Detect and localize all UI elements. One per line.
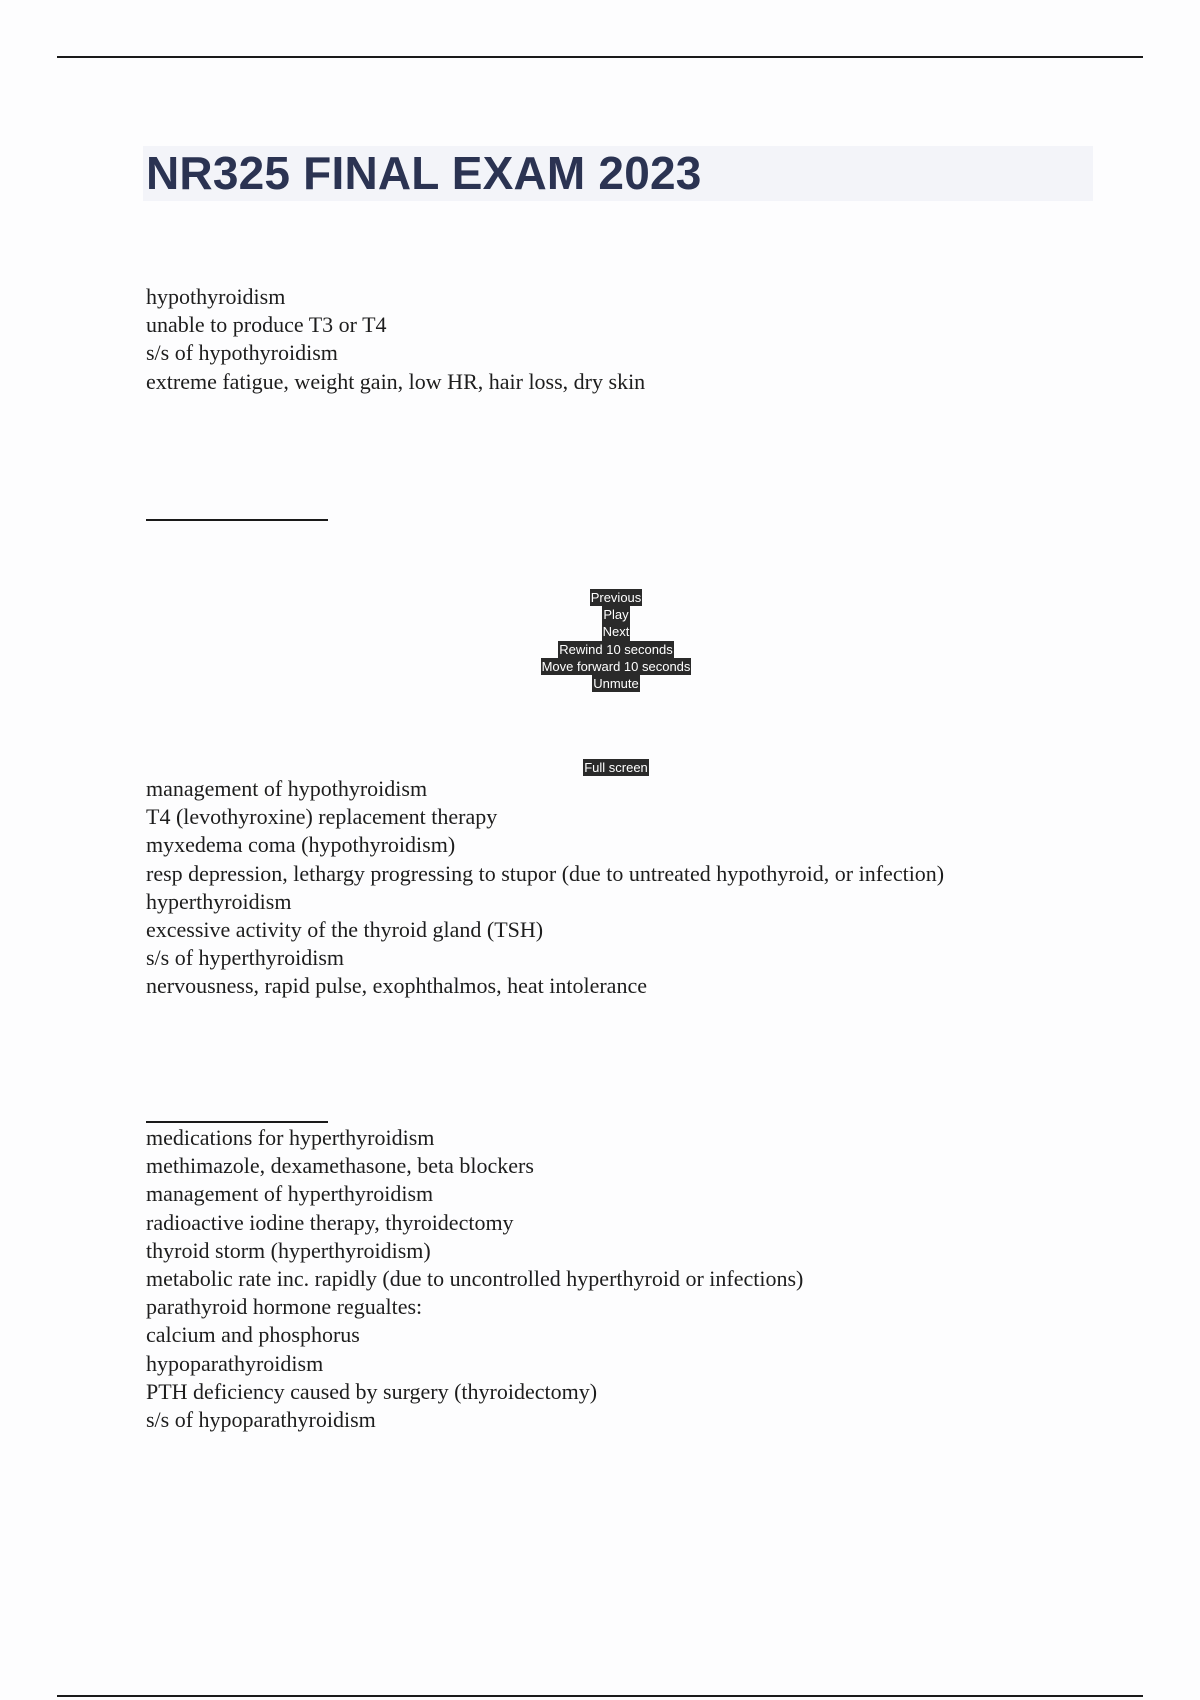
unmute-button[interactable]: Unmute	[593, 675, 639, 691]
next-button[interactable]: Next	[602, 624, 630, 640]
note-line: thyroid storm (hyperthyroidism)	[146, 1237, 431, 1263]
note-line: metabolic rate inc. rapidly (due to uncontrolled hyperthyroid or infections)	[146, 1266, 804, 1292]
note-line: hyperthyroidism	[146, 888, 292, 914]
note-line: extreme fatigue, weight gain, low HR, hair loss, dry skin	[146, 368, 646, 394]
note-line: hypothyroidism	[146, 284, 286, 309]
play-button[interactable]: Play	[603, 607, 629, 623]
note-line: radioactive iodine therapy, thyroidectomy	[146, 1209, 514, 1235]
note-line: hypoparathyroidism	[146, 1350, 324, 1376]
note-line: management of hyperthyroidism	[146, 1181, 434, 1207]
note-line: myxedema coma (hypothyroidism)	[146, 832, 456, 858]
note-line: calcium and phosphorus	[146, 1322, 360, 1348]
top-rule	[57, 56, 1143, 58]
note-line: T4 (levothyroxine) replacement therapy	[146, 804, 498, 830]
note-line: PTH deficiency caused by surgery (thyroidectomy)	[146, 1378, 598, 1404]
note-line: resp depression, lethargy progressing to stupor (due to untreated hypothyroid, or infection)	[146, 860, 945, 886]
note-line: methimazole, dexamethasone, beta blockers	[146, 1153, 534, 1179]
note-line: management of hypothyroidism	[146, 776, 428, 801]
note-line: medications for hyperthyroidism	[146, 1125, 435, 1150]
note-line: s/s of hyperthyroidism	[146, 945, 344, 971]
fullscreen-button[interactable]: Full screen	[584, 760, 648, 775]
bottom-rule	[57, 1695, 1143, 1697]
note-line: s/s of hypothyroidism	[146, 340, 338, 366]
notes-section-1	[146, 283, 645, 396]
rewind-button[interactable]: Rewind 10 seconds	[559, 641, 673, 657]
note-line: excessive activity of the thyroid gland (TSH)	[146, 917, 544, 943]
document-title: NR325 FINAL EXAM 2023	[146, 147, 702, 199]
note-line: unable to produce T3 or T4	[146, 312, 387, 338]
previous-button[interactable]: Previous	[590, 590, 642, 605]
note-line: s/s of hypoparathyroidism	[146, 1407, 376, 1433]
note-line: nervousness, rapid pulse, exophthalmos, heat intolerance	[146, 973, 647, 999]
notes-section-2	[146, 775, 944, 1001]
note-line: parathyroid hormone regualtes:	[146, 1294, 423, 1320]
separator-rule	[146, 519, 328, 521]
separator-rule	[146, 1121, 328, 1123]
forward-button[interactable]: Move forward 10 seconds	[541, 658, 691, 674]
media-player-controls	[0, 589, 1200, 692]
notes-section-3	[146, 1124, 803, 1434]
